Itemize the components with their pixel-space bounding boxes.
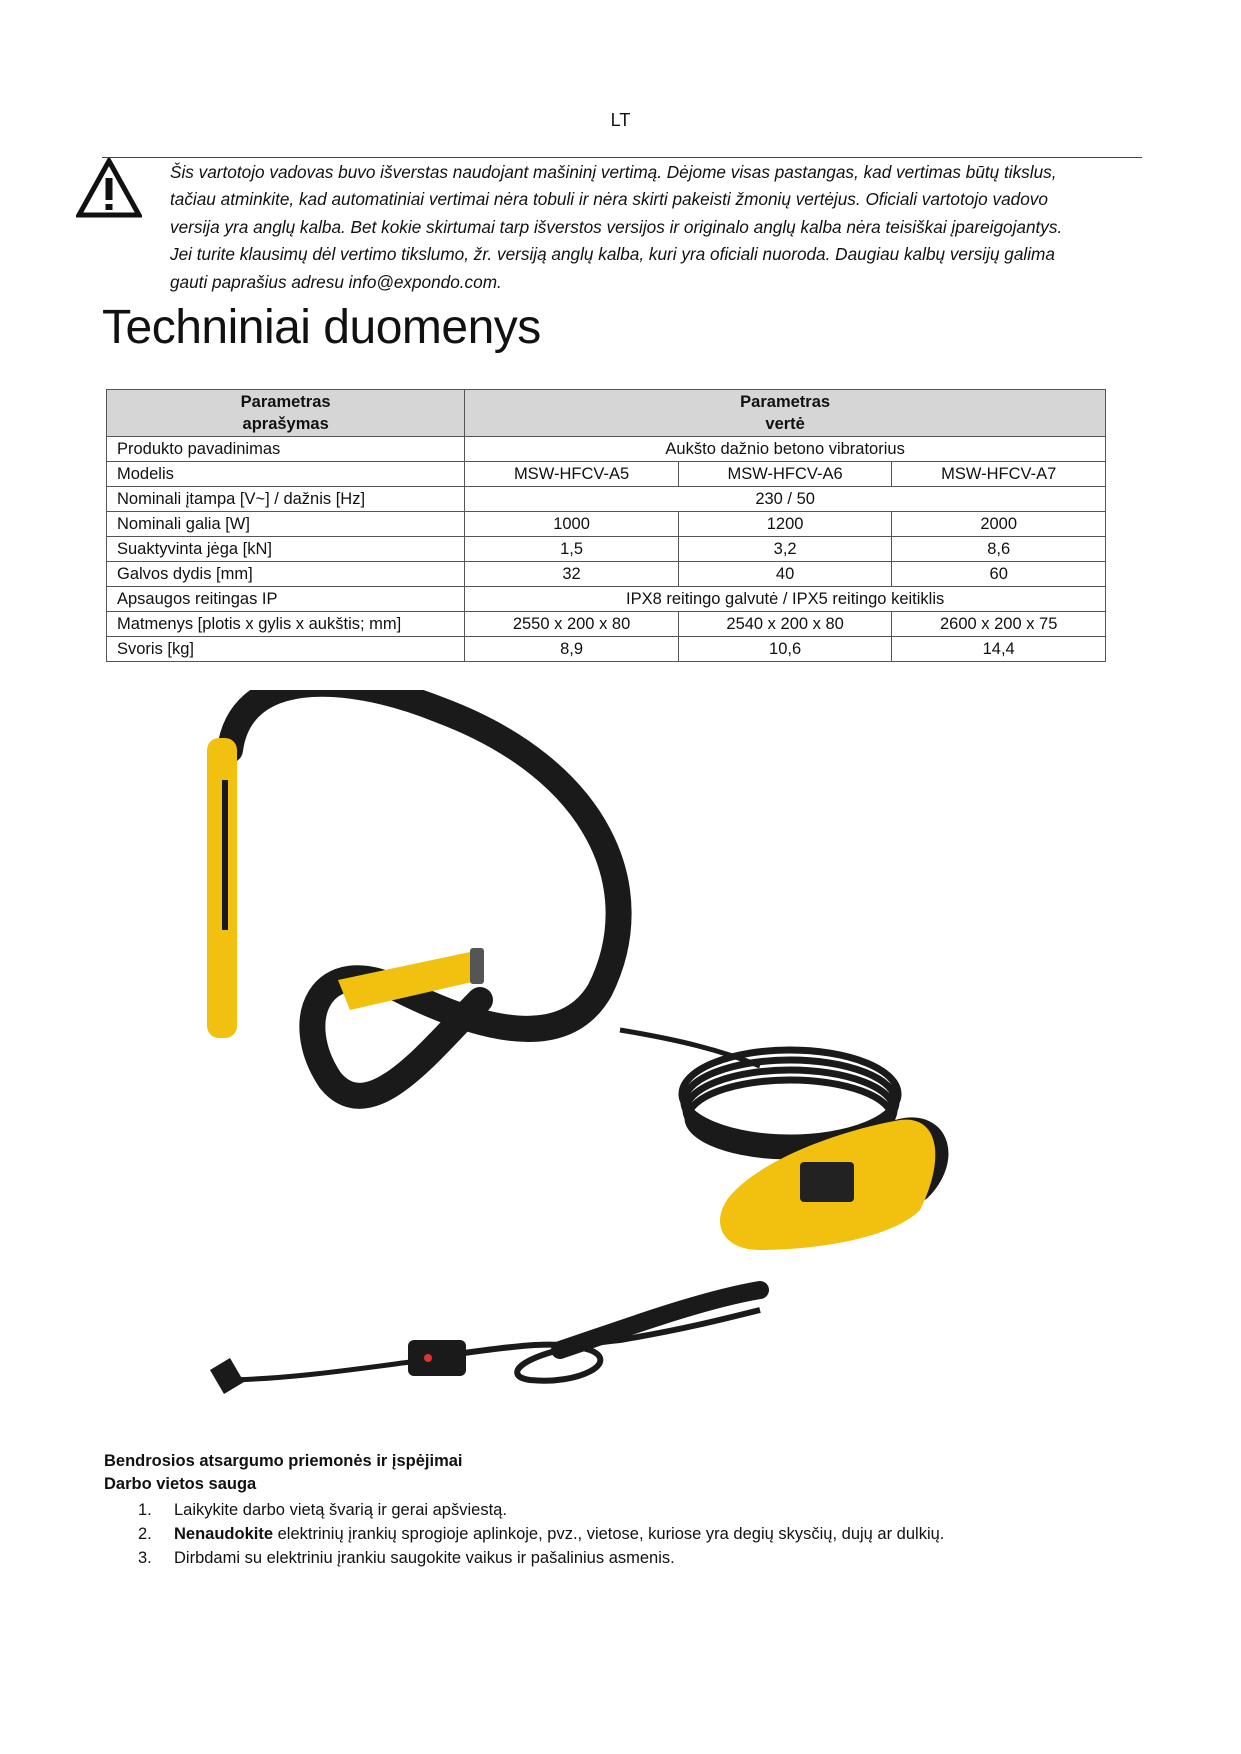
- translation-disclaimer: [170, 159, 1130, 296]
- row-value: 1,5: [465, 537, 679, 562]
- row-label: Suaktyvinta jėga [kN]: [107, 537, 465, 562]
- section-heading-workplace: Darbo vietos sauga: [104, 1475, 257, 1493]
- list-text: Dirbdami su elektriniu įrankiu saugokite vaikus ir pašalinius asmenis.: [174, 1549, 675, 1567]
- disclaimer-line: tačiau atminkite, kad automatiniai vertimai nėra tobuli ir nėra skirti pakeisti žmonių vertėjus. Oficiali vartotojo vadovo: [170, 189, 1048, 210]
- row-value: 1000: [465, 512, 679, 537]
- disclaimer-line: versija yra anglų kalba. Bet kokie skirtumai tarp išverstos versijos ir originalo anglų kalba nėra teisiškai įpareigojantys.: [170, 216, 1063, 237]
- row-label: Svoris [kg]: [107, 637, 465, 662]
- row-label: Nominali galia [W]: [107, 512, 465, 537]
- table-row: [107, 462, 1106, 487]
- row-value: 230 / 50: [465, 487, 1106, 512]
- table-row: [107, 637, 1106, 662]
- row-value: 10,6: [678, 637, 892, 662]
- row-value: 2000: [892, 512, 1106, 537]
- table-header-row: [107, 390, 1106, 437]
- disclaimer-line: Jei turite klausimų dėl vertimo tikslumo, žr. versiją anglų kalba, kuri yra oficiali nuoroda. Daugiau kalbų versijų galima: [170, 244, 1055, 265]
- row-label: Apsaugos reitingas IP: [107, 587, 465, 612]
- row-label: Produkto pavadinimas: [107, 437, 465, 462]
- disclaimer-line: gauti paprašius adresu info@expondo.com.: [170, 271, 502, 292]
- table-row: [107, 562, 1106, 587]
- row-label: Nominali įtampa [V~] / dažnis [Hz]: [107, 487, 465, 512]
- section-heading-general: Bendrosios atsargumo priemonės ir įspėjimai: [104, 1452, 463, 1470]
- list-item: [104, 1522, 1144, 1546]
- header-parameter-value: Parametras vertė: [465, 390, 1106, 437]
- row-value: 1200: [678, 512, 892, 537]
- row-label: Matmenys [plotis x gylis x aukštis; mm]: [107, 612, 465, 637]
- row-value: 60: [892, 562, 1106, 587]
- list-number: 2.: [138, 1525, 152, 1543]
- disclaimer-line: Šis vartotojo vadovas buvo išverstas naudojant mašininį vertimą. Dėjome visas pastangas, kad vertimas būtų tikslus,: [170, 162, 1057, 182]
- row-value: IPX8 reitingo galvutė / IPX5 reitingo keitiklis: [465, 587, 1106, 612]
- list-number: 1.: [138, 1501, 152, 1519]
- page-title: Techniniai duomenys: [102, 301, 541, 354]
- row-label: Galvos dydis [mm]: [107, 562, 465, 587]
- concrete-vibrator-product-image: [200, 690, 1060, 1430]
- row-value: MSW-HFCV-A5: [465, 462, 679, 487]
- header-parameter-description: Parametras aprašymas: [107, 390, 465, 437]
- table-row: [107, 487, 1106, 512]
- table-row: [107, 537, 1106, 562]
- row-value: MSW-HFCV-A6: [678, 462, 892, 487]
- safety-list: [104, 1498, 1144, 1570]
- list-text: elektrinių įrankių sprogioje aplinkoje, pvz., vietose, kuriose yra degių skysčių, dujų ar dulkių.: [273, 1525, 945, 1543]
- header-rule: [102, 157, 1142, 158]
- row-value: 2600 x 200 x 75: [892, 612, 1106, 637]
- list-text: Laikykite darbo vietą švarią ir gerai apšviestą.: [174, 1501, 507, 1519]
- list-item: [104, 1546, 1144, 1570]
- row-value: MSW-HFCV-A7: [892, 462, 1106, 487]
- row-value: 2550 x 200 x 80: [465, 612, 679, 637]
- row-value: 8,6: [892, 537, 1106, 562]
- row-value: 8,9: [465, 637, 679, 662]
- row-value: 3,2: [678, 537, 892, 562]
- technical-data-table: [106, 389, 1106, 662]
- list-bold: Nenaudokite: [174, 1525, 274, 1543]
- row-value: Aukšto dažnio betono vibratorius: [465, 437, 1106, 462]
- table-row: [107, 512, 1106, 537]
- table-row: [107, 437, 1106, 462]
- list-item: [104, 1498, 1144, 1522]
- list-number: 3.: [138, 1549, 152, 1567]
- row-label: Modelis: [107, 462, 465, 487]
- warning-triangle-icon: [76, 158, 142, 218]
- row-value: 40: [678, 562, 892, 587]
- row-value: 2540 x 200 x 80: [678, 612, 892, 637]
- row-value: 32: [465, 562, 679, 587]
- table-row: [107, 587, 1106, 612]
- page-language-label: LT: [610, 110, 631, 130]
- row-value: 14,4: [892, 637, 1106, 662]
- table-row: [107, 612, 1106, 637]
